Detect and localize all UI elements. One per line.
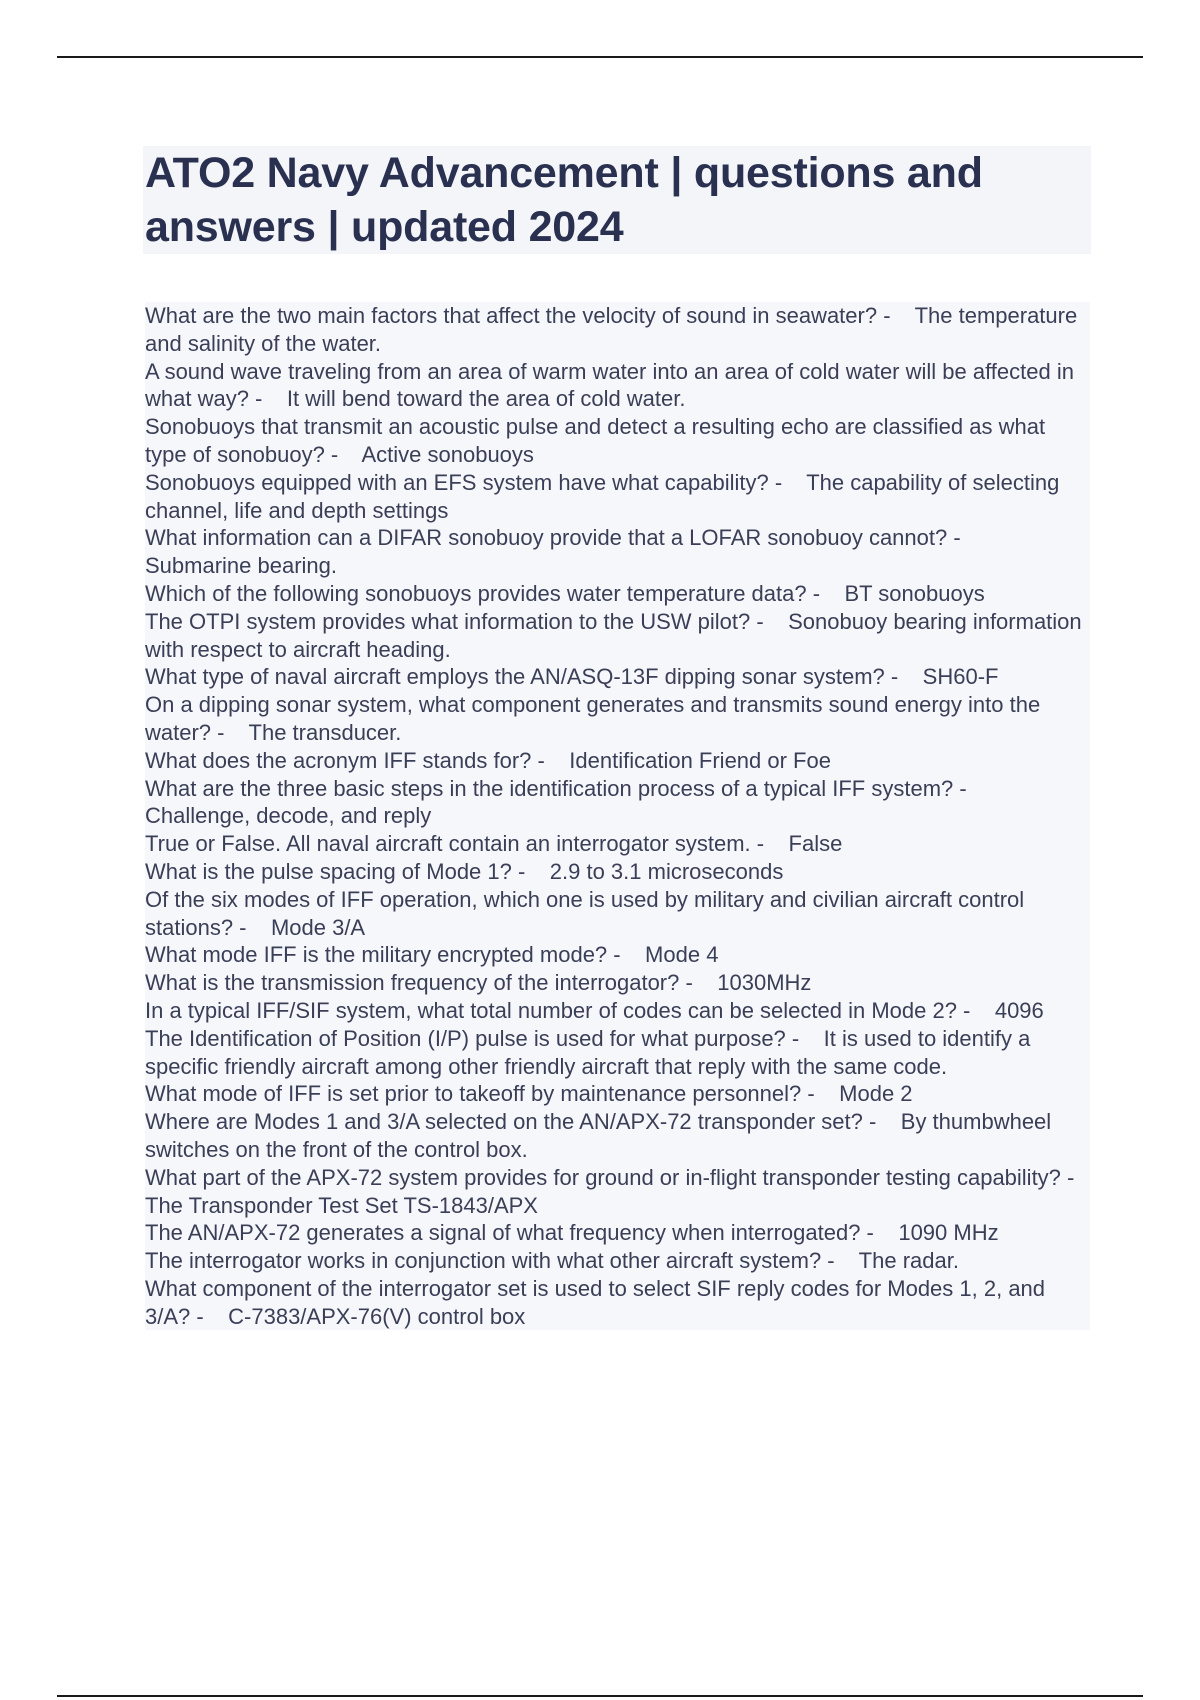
qa-item: What does the acronym IFF stands for? - Identification Friend or Foe	[145, 747, 1090, 775]
qa-list	[145, 302, 1099, 1330]
qa-item: In a typical IFF/SIF system, what total number of codes can be selected in Mode 2? - 4096	[145, 997, 1090, 1025]
document-title: ATO2 Navy Advancement | questions and answers | updated 2024	[145, 149, 983, 251]
qa-item: Where are Modes 1 and 3/A selected on the AN/APX-72 transponder set? - By thumbwheel switches on the front of the control box.	[145, 1108, 1090, 1164]
qa-item: Of the six modes of IFF operation, which one is used by military and civilian aircraft control stations? - Mode 3/A	[145, 886, 1090, 942]
qa-item: What mode IFF is the military encrypted mode? - Mode 4	[145, 941, 1090, 969]
qa-item: Sonobuoys equipped with an EFS system have what capability? - The capability of selecting channel, life and depth settings	[145, 469, 1090, 525]
qa-item: What part of the APX-72 system provides for ground or in-flight transponder testing capability? - The Transponder Test Set TS-1843/APX	[145, 1164, 1099, 1218]
top-rule	[57, 56, 1143, 58]
qa-item: What information can a DIFAR sonobuoy provide that a LOFAR sonobuoy cannot? - Submarine bearing.	[145, 524, 1090, 580]
qa-item: What is the pulse spacing of Mode 1? - 2.9 to 3.1 microseconds	[145, 858, 1090, 886]
qa-item: On a dipping sonar system, what component generates and transmits sound energy into the water? - The transducer.	[145, 691, 1090, 747]
qa-item: The AN/APX-72 generates a signal of what frequency when interrogated? - 1090 MHz	[145, 1219, 1090, 1247]
qa-item: The Identification of Position (I/P) pulse is used for what purpose? - It is used to identify a specific friendly aircraft among other friendly aircraft that reply with the same code.	[145, 1025, 1090, 1081]
title-block	[143, 146, 1091, 254]
qa-item: What is the transmission frequency of the interrogator? - 1030MHz	[145, 969, 1090, 997]
qa-item: A sound wave traveling from an area of warm water into an area of cold water will be affected in what way? - It will bend toward the area of cold water.	[145, 358, 1090, 414]
qa-item: What are the two main factors that affect the velocity of sound in seawater? - The temperature and salinity of the water.	[145, 302, 1090, 358]
qa-item: True or False. All naval aircraft contain an interrogator system. - False	[145, 830, 1090, 858]
qa-item: The OTPI system provides what information to the USW pilot? - Sonobuoy bearing information with respect to aircraft heading.	[145, 608, 1090, 664]
qa-item: What are the three basic steps in the identification process of a typical IFF system? - Challenge, decode, and reply	[145, 775, 1090, 831]
qa-item: The interrogator works in conjunction with what other aircraft system? - The radar.	[145, 1247, 1090, 1275]
qa-item: What component of the interrogator set is used to select SIF reply codes for Modes 1, 2, and 3/A? - C-7383/APX-76(V) control box	[145, 1275, 1090, 1331]
qa-item: What type of naval aircraft employs the AN/ASQ-13F dipping sonar system? - SH60-F	[145, 663, 1090, 691]
bottom-rule	[57, 1695, 1143, 1697]
qa-item: Which of the following sonobuoys provides water temperature data? - BT sonobuoys	[145, 580, 1090, 608]
qa-item: Sonobuoys that transmit an acoustic pulse and detect a resulting echo are classified as what type of sonobuoy? - Active sonobuoys	[145, 413, 1090, 469]
qa-item: What mode of IFF is set prior to takeoff by maintenance personnel? - Mode 2	[145, 1080, 1090, 1108]
